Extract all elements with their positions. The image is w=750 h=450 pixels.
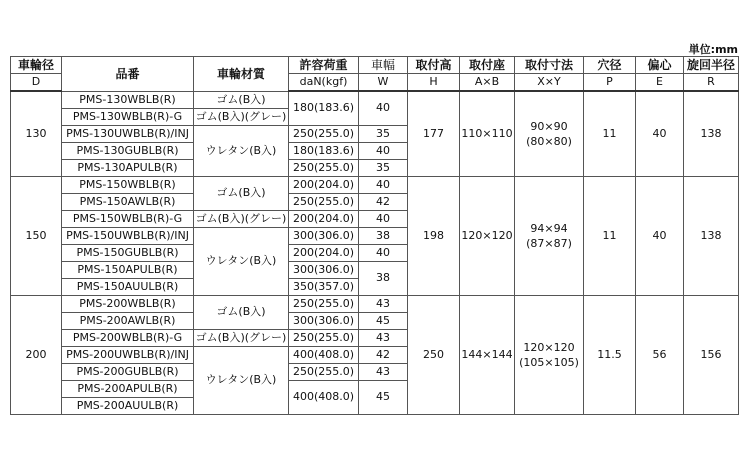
cell-load: 250(255.0) [289,295,359,312]
cell-plate: 110×110 [460,91,515,176]
cell-width: 38 [359,261,408,295]
cell-load: 300(306.0) [289,227,359,244]
cell-plate: 144×144 [460,295,515,414]
cell-load: 180(183.6) [289,91,359,125]
cell-bore: 11.5 [584,295,636,414]
header-bore: 穴径 [584,57,636,74]
cell-width: 35 [359,125,408,142]
cell-load: 200(204.0) [289,244,359,261]
cell-part: PMS-200GUBLB(R) [62,363,194,380]
header-material: 車輪材質 [194,57,289,92]
spec-table [10,56,739,415]
cell-width: 45 [359,380,408,414]
cell-material: ゴム(B入) [194,91,289,108]
cell-load: 200(204.0) [289,210,359,227]
cell-hole-main: 94×94 [530,221,568,235]
cell-load: 350(357.0) [289,278,359,295]
cell-part: PMS-150WBLB(R) [62,176,194,193]
table-row [11,91,739,108]
cell-diameter: 150 [11,176,62,295]
cell-part: PMS-200AWLB(R) [62,312,194,329]
cell-load: 180(183.6) [289,142,359,159]
header-part: 品番 [62,57,194,92]
cell-hole-main: 120×120 [523,340,575,354]
cell-width: 42 [359,193,408,210]
cell-material: ウレタン(B入) [194,227,289,295]
cell-material: ゴム(B入)(グレー) [194,329,289,346]
cell-part: PMS-200APULB(R) [62,380,194,397]
cell-width: 40 [359,210,408,227]
cell-material: ゴム(B入)(グレー) [194,210,289,227]
cell-part: PMS-130GUBLB(R) [62,142,194,159]
cell-hole-alt: (87×87) [526,236,572,250]
cell-hole [515,295,584,414]
header-width: 車幅 [359,57,408,74]
cell-height: 177 [408,91,460,176]
cell-hole [515,91,584,176]
header-plate-sub: A×B [460,74,515,92]
cell-radius: 156 [684,295,739,414]
cell-hole-alt: (105×105) [519,355,579,369]
cell-material: ゴム(B入)(グレー) [194,108,289,125]
cell-height: 198 [408,176,460,295]
cell-load: 400(408.0) [289,346,359,363]
header-radius-sub: R [684,74,739,92]
cell-material: ゴム(B入) [194,176,289,210]
cell-width: 40 [359,244,408,261]
cell-material: ウレタン(B入) [194,346,289,414]
header-height: 取付高 [408,57,460,74]
cell-bore: 11 [584,176,636,295]
cell-part: PMS-200UWBLB(R)/INJ [62,346,194,363]
unit-label: 単位:mm [688,43,738,56]
header-offset-sub: E [636,74,684,92]
cell-part: PMS-150AUULB(R) [62,278,194,295]
cell-load: 300(306.0) [289,261,359,278]
cell-load: 400(408.0) [289,380,359,414]
cell-load: 250(255.0) [289,125,359,142]
cell-load: 250(255.0) [289,329,359,346]
header-plate: 取付座 [460,57,515,74]
cell-height: 250 [408,295,460,414]
cell-part: PMS-150AWLB(R) [62,193,194,210]
cell-diameter: 200 [11,295,62,414]
cell-part: PMS-150APULB(R) [62,261,194,278]
cell-load: 250(255.0) [289,363,359,380]
header-diameter-sub: D [11,74,62,92]
header-width-sub: W [359,74,408,92]
cell-width: 40 [359,91,408,125]
cell-load: 300(306.0) [289,312,359,329]
cell-width: 43 [359,363,408,380]
cell-radius: 138 [684,91,739,176]
cell-offset: 40 [636,91,684,176]
header-radius: 旋回半径 [684,57,739,74]
cell-hole-main: 90×90 [530,119,568,133]
cell-radius: 138 [684,176,739,295]
cell-bore: 11 [584,91,636,176]
header-hole-sub: X×Y [515,74,584,92]
cell-offset: 40 [636,176,684,295]
cell-width: 43 [359,295,408,312]
cell-part: PMS-150GUBLB(R) [62,244,194,261]
cell-hole [515,176,584,295]
header-offset: 偏心 [636,57,684,74]
header-load-sub: daN(kgf) [289,74,359,92]
table-row [11,295,739,312]
cell-width: 35 [359,159,408,176]
cell-material: ウレタン(B入) [194,125,289,176]
header-height-sub: H [408,74,460,92]
header-diameter: 車輪径 [11,57,62,74]
cell-width: 38 [359,227,408,244]
cell-diameter: 130 [11,91,62,176]
cell-part: PMS-130WBLB(R)-G [62,108,194,125]
cell-part: PMS-130UWBLB(R)/INJ [62,125,194,142]
header-load: 許容荷重 [289,57,359,74]
cell-part: PMS-200WBLB(R)-G [62,329,194,346]
header-hole: 取付寸法 [515,57,584,74]
cell-part: PMS-200AUULB(R) [62,397,194,414]
cell-width: 40 [359,142,408,159]
cell-material: ゴム(B入) [194,295,289,329]
cell-plate: 120×120 [460,176,515,295]
cell-load: 200(204.0) [289,176,359,193]
cell-load: 250(255.0) [289,193,359,210]
cell-part: PMS-130APULB(R) [62,159,194,176]
cell-width: 42 [359,346,408,363]
cell-load: 250(255.0) [289,159,359,176]
cell-hole-alt: (80×80) [526,134,572,148]
cell-part: PMS-130WBLB(R) [62,91,194,108]
header-bore-sub: P [584,74,636,92]
cell-part: PMS-200WBLB(R) [62,295,194,312]
cell-part: PMS-150WBLB(R)-G [62,210,194,227]
cell-width: 43 [359,329,408,346]
cell-width: 40 [359,176,408,193]
cell-part: PMS-150UWBLB(R)/INJ [62,227,194,244]
cell-offset: 56 [636,295,684,414]
header-row [11,57,739,74]
cell-width: 45 [359,312,408,329]
table-row [11,176,739,193]
